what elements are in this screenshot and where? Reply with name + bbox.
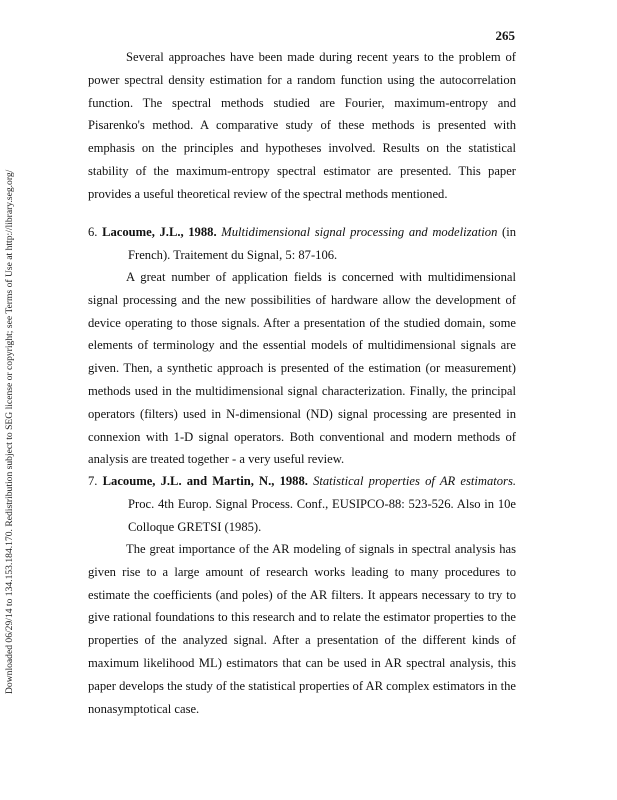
- reference-number: 7.: [88, 474, 98, 488]
- reference-source: (in French). Traitement du Signal, 5: 87-106.: [128, 225, 517, 262]
- reference-authors: Lacoume, J.L. and Martin, N., 1988.: [102, 474, 308, 488]
- download-notice: Downloaded 06/29/14 to 134.153.184.170. Redistribution subject to SEG license or copyright; see Terms of Use at http://library.seg.org/: [4, 169, 15, 694]
- reference-number: 6.: [88, 225, 98, 239]
- page-number: 265: [495, 28, 515, 43]
- reference-7-abstract: The great importance of the AR modeling of signals in spectral analysis has given rise to a large amount of research works leading to many procedures to estimate the coefficients (and poles) of the AR filters. It appears necessary to try to give rational foundations to this research and to relate the estimator properties to the properties of the analyzed signal. After a presentation of the different kinds of maximum likelihood ML) estimators that can be used in AR spectral analysis, this paper develops the study of the statistical properties of AR complex estimators in the nonasymptotical case.: [88, 542, 516, 716]
- reference-title: Multidimensional signal processing and modelization: [221, 225, 498, 239]
- intro-paragraph: Several approaches have been made during recent years to the problem of power spectral density estimation for a random function using the autocorrelation function. The spectral methods studied are Fourier, maximum-entropy and Pisarenko's method. A comparative study of these methods is presented with emphasis on the principles and hypotheses involved. Results on the statistical stability of the maximum-entropy spectral estimator are presented. This paper provides a useful theoretical review of the spectral methods mentioned.: [88, 50, 516, 201]
- reference-6: [88, 221, 516, 267]
- reference-7: [88, 470, 516, 538]
- reference-authors: Lacoume, J.L., 1988.: [102, 225, 217, 239]
- reference-title: Statistical properties of AR estimators.: [313, 474, 516, 488]
- reference-6-abstract: A great number of application fields is concerned with multidimensional signal processing and the new possibilities of hardware allow the development of device operating to those signals. After a presentation of the studied domain, some elements of terminology and the essential models of multidimensional signals are given. Then, a synthetic approach is presented of the estimation (or measurement) methods used in the multidimensional signal characterization. Finally, the principal operators (filters) used in N-dimensional (ND) signal processing are presented in connexion with 1-D signal operators. Both conventional and modern methods of analysis are treated together - a very useful review.: [88, 270, 516, 467]
- reference-source: Proc. 4th Europ. Signal Process. Conf., EUSIPCO-88: 523-526. Also in 10e Colloque GRETSI (1985).: [128, 496, 516, 534]
